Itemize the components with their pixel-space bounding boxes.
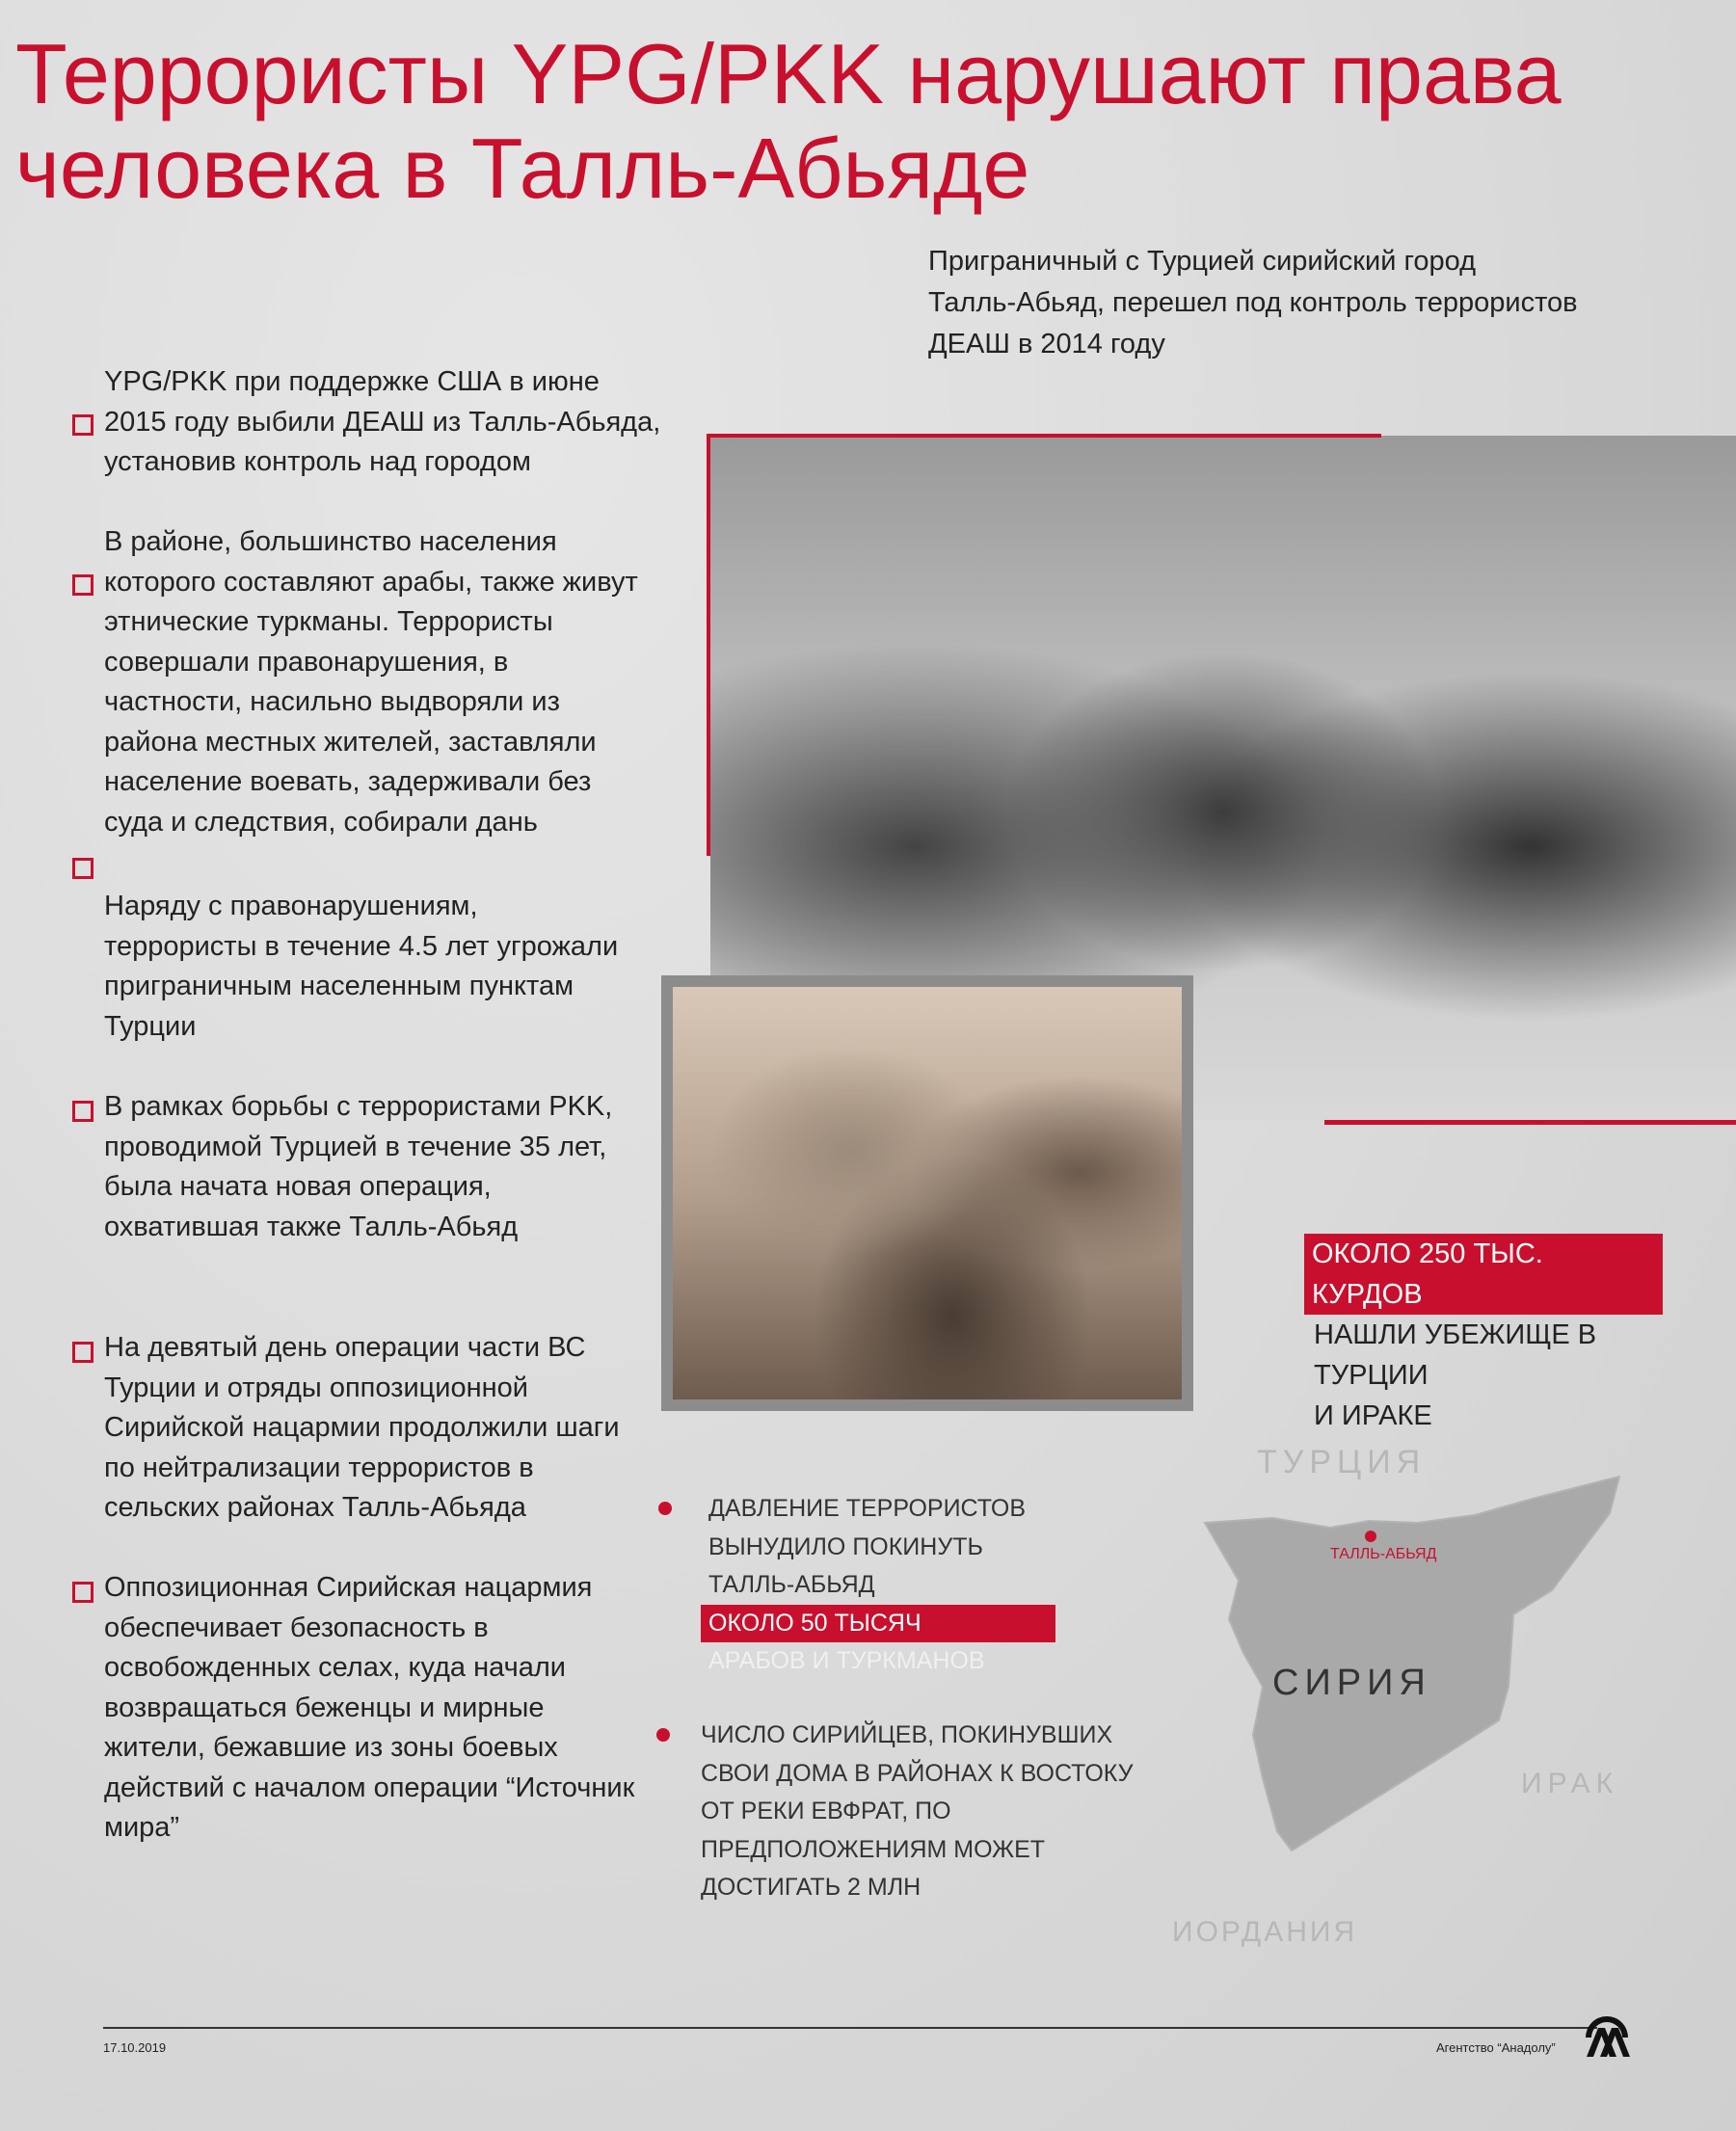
displaced-stat	[701, 1717, 1144, 1907]
square-bullet-icon	[72, 1342, 93, 1363]
label-turkey: ТУРЦИЯ	[1257, 1444, 1427, 1480]
square-bullet-icon	[72, 858, 93, 879]
refugees-stat	[708, 1490, 1094, 1681]
title-line-2: человека в Талль-Абьяде	[15, 120, 1030, 216]
bullet-line: проводимой Турцией в течение 35 лет,	[104, 1131, 607, 1162]
bullet-line: совершали правонарушения, в	[104, 646, 509, 678]
square-bullet-icon	[72, 1101, 93, 1122]
bullet-line: Турции и отряды оппозиционной	[104, 1372, 528, 1403]
stat-highlight: ОКОЛО 50 ТЫСЯЧ	[701, 1605, 1055, 1643]
label-iraq: ИРАК	[1521, 1768, 1619, 1799]
kurds-highlight: ОКОЛО 250 ТЫС. КУРДОВ	[1304, 1234, 1663, 1315]
intro-line: ДЕАШ в 2014 году	[928, 329, 1165, 360]
intro-line: Приграничный с Турцией сирийский город	[928, 246, 1477, 277]
bullet-line: этнические туркманы. Террористы	[104, 606, 553, 637]
footer-divider	[103, 2027, 1597, 2029]
bullet-line: освобожденных селах, куда начали	[104, 1652, 566, 1683]
family-photo	[673, 987, 1182, 1399]
bullet-line: которого составляют арабы, также живут	[104, 566, 638, 598]
bullet-line: возвращаться беженцы и мирные	[104, 1691, 545, 1723]
label-syria: СИРИЯ	[1272, 1663, 1431, 1703]
red-dot-icon	[658, 1502, 672, 1515]
bullet-line: действий с началом операции “Источник	[104, 1771, 635, 1803]
red-dot-icon	[656, 1728, 670, 1742]
bullet-line: На девятый день операции части ВС	[104, 1332, 586, 1363]
stat-line: ТАЛЛЬ-АБЬЯД	[708, 1571, 875, 1598]
stat-line: ПРЕДПОЛОЖЕНИЯМ МОЖЕТ	[701, 1835, 1046, 1863]
label-jordan: ИОРДАНИЯ	[1172, 1916, 1358, 1948]
family-photo-frame	[661, 975, 1193, 1411]
bullet-line: была начата новая операция,	[104, 1171, 492, 1202]
kurds-line: НАШЛИ УБЕЖИЩЕ В ТУРЦИИ	[1314, 1319, 1597, 1391]
bullet-line: жители, бежавшие из зоны боевых	[104, 1732, 558, 1763]
stat-line: ЧИСЛО СИРИЙЦЕВ, ПОКИНУВШИХ	[701, 1721, 1113, 1748]
bullet-line: сельских районах Талль-Абьяда	[104, 1492, 526, 1523]
photo-frame-bottom-line	[1324, 1120, 1736, 1125]
stat-line: ДОСТИГАТЬ 2 МЛН	[701, 1874, 921, 1901]
bullet-line: мира”	[104, 1812, 180, 1843]
stat-line: ДАВЛЕНИЕ ТЕРРОРИСТОВ	[708, 1495, 1027, 1522]
photo-frame-top-line	[707, 434, 1381, 438]
stat-line: АРАБОВ И ТУРКМАНОВ	[708, 1647, 985, 1674]
bullet-line: Турции	[104, 1010, 197, 1042]
stat-line: ВЫНУДИЛО ПОКИНУТЬ	[708, 1532, 983, 1560]
bullet-line: Оппозиционная Сирийская нацармия	[104, 1572, 593, 1603]
bullet-line: В рамках борьбы с террористами PKK,	[104, 1091, 613, 1122]
syria-map	[1128, 1444, 1648, 1948]
stat-line: СВОИ ДОМА В РАЙОНАХ К ВОСТОКУ	[701, 1759, 1134, 1787]
square-bullet-icon	[72, 414, 93, 436]
footer-agency: Агентство “Анадолу”	[1436, 2040, 1556, 2055]
intro-line: Талль-Абьяд, перешел под контроль террористов	[928, 287, 1578, 318]
label-tell-abyad: ТАЛЛЬ-АБЬЯД	[1330, 1546, 1437, 1562]
bullet-line: суда и следствия, собирали дань	[104, 806, 538, 838]
bullet-line: охватившая также Талль-Абьяд	[104, 1211, 519, 1242]
city-marker-icon	[1365, 1531, 1376, 1542]
intro-text	[928, 241, 1642, 365]
kurds-stat	[1304, 1234, 1670, 1436]
bullet-line: по нейтрализации террористов в	[104, 1452, 534, 1483]
bullet-line: района местных жителей, заставляли	[104, 726, 597, 758]
bullet-line: YPG/PKK при поддержке США в июне	[104, 366, 600, 397]
square-bullet-icon	[72, 1582, 93, 1603]
bullet-line: установив контроль над городом	[104, 446, 531, 477]
page-title	[15, 27, 1654, 216]
bullet-line: Наряду с правонарушениям,	[104, 891, 478, 921]
bullet-line: В районе, большинство населения	[104, 526, 557, 557]
bullet-line: приграничным населенным пунктам	[104, 971, 574, 1001]
photo-frame-left-line	[707, 434, 710, 856]
bullet-line: население воевать, задерживали без	[104, 766, 592, 797]
bullet-line: обеспечивает безопасность в	[104, 1612, 489, 1643]
kurds-line: И ИРАКЕ	[1314, 1400, 1432, 1431]
anadolu-agency-logo-icon	[1579, 2014, 1635, 2059]
bullet-line: 2015 году выбили ДЕАШ из Талль-Абьяда,	[104, 406, 661, 438]
footer-date: 17.10.2019	[103, 2040, 167, 2055]
bullet-line: частности, насильно выдворяли из	[104, 686, 560, 717]
bullet-line: террористы в течение 4.5 лет угрожали	[104, 930, 619, 962]
title-line-1: Террористы YPG/PKK нарушают права	[15, 26, 1562, 121]
bullet-line: Сирийской нацармии продолжили шаги	[104, 1412, 620, 1443]
square-bullet-icon	[72, 574, 93, 596]
stat-line: ОТ РЕКИ ЕВФРАТ, ПО	[701, 1798, 951, 1825]
